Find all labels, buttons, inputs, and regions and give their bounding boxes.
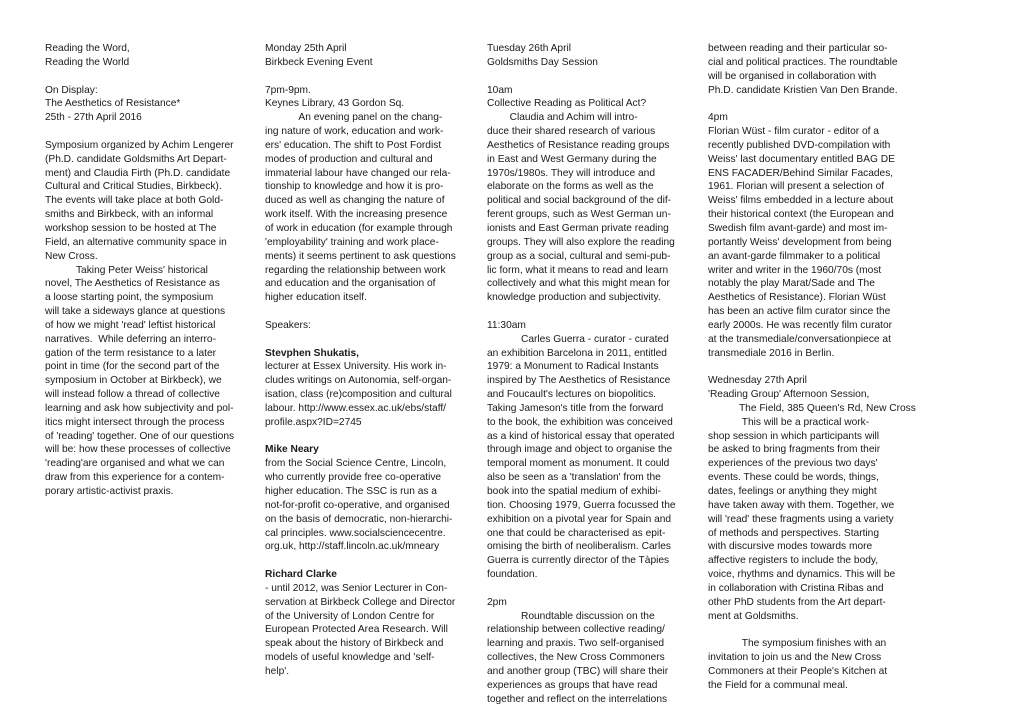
text-line: will be organised in collaboration with xyxy=(708,70,877,82)
text-line: Monday 25th April xyxy=(265,43,347,54)
text-line: elaborate on the forms as well as the xyxy=(487,181,654,193)
text-line: 25th - 27th April 2016 xyxy=(45,112,142,124)
text-line: Carles Guerra - curator - curated xyxy=(487,333,669,345)
text-line: draw from this experience for a contem- xyxy=(45,472,225,484)
event-title xyxy=(45,42,259,70)
text-line: in East and West Germany during the xyxy=(487,153,657,165)
text-line: the Field for a communal meal. xyxy=(708,679,848,691)
column-4 xyxy=(708,42,922,693)
text-line: have taken away with them. Together, we xyxy=(708,499,895,511)
speaker-name: Richard Clarke xyxy=(265,569,337,581)
session-4pm xyxy=(708,111,922,360)
text-line: be asked to bring fragments from their xyxy=(708,444,881,456)
intro-paragraph-2 xyxy=(45,264,259,499)
text-line: not-for-profit co-operative, and organised xyxy=(265,499,450,511)
text-line: immaterial labour have changed our rela- xyxy=(265,167,451,179)
text-line: novel, The Aesthetics of Resistance as xyxy=(45,278,220,290)
text-line: regarding the relationship between work xyxy=(265,264,446,276)
text-line: ment at Goldsmiths. xyxy=(708,610,799,622)
session-time: 11:30am xyxy=(487,319,526,331)
text-line: 'Reading Group' Afternoon Session, xyxy=(708,389,870,401)
text-line: one that could be characterised as epit- xyxy=(487,527,666,539)
text-line: and education and the organisation of xyxy=(265,278,436,290)
text-line: an exhibition Barcelona in 2011, entitled xyxy=(487,347,667,359)
text-line: collectives, the New Cross Commoners xyxy=(487,652,665,664)
text-line: Weiss' films embedded in a lecture about xyxy=(708,195,894,207)
text-line: higher education itself. xyxy=(265,292,367,304)
session-time: 4pm xyxy=(708,112,728,124)
text-line: together and reflect on the interrelations xyxy=(487,693,668,705)
text-line: voice, rhythms and dynamics. This will be xyxy=(708,569,896,581)
text-line: Birkbeck Evening Event xyxy=(265,56,373,68)
session-10am xyxy=(487,84,701,306)
speaker-clarke xyxy=(265,568,479,679)
text-line: Taking Jameson's title from the forward xyxy=(487,402,664,414)
text-line: Wednesday 27th April xyxy=(708,375,807,387)
text-line: in collaboration with Cristina Ribas and xyxy=(708,582,884,594)
text-line: to the book, the exhibition was conceived xyxy=(487,416,673,428)
text-line: ing nature of work, education and work- xyxy=(265,126,444,138)
text-line: ers' education. The shift to Post Fordist xyxy=(265,139,442,151)
text-line: Reading the World xyxy=(45,56,130,68)
text-line: workshop session to be hosted at The xyxy=(45,222,217,234)
text-line: Florian Wüst - film curator - editor of a xyxy=(708,126,879,138)
text-line: learning and praxis. Two self-organised xyxy=(487,638,665,650)
text-line: work itself. With the increasing presence xyxy=(265,209,448,221)
text-line: Swedish film avant-garde) and most im- xyxy=(708,222,888,234)
text-line: Keynes Library, 43 Gordon Sq. xyxy=(265,98,405,110)
text-line: 1961. Florian will present a selection of xyxy=(708,181,885,193)
text-line: 1970s/1980s. They will introduce and xyxy=(487,167,656,179)
session-1130am xyxy=(487,319,701,582)
text-line: and Foucault's lectures on biopolitics. xyxy=(487,389,656,401)
text-line: The Aesthetics of Resistance* xyxy=(45,98,181,110)
text-line: of 'reading' together. One of our questions xyxy=(45,430,235,442)
text-line: tionship to knowledge and how it is pro- xyxy=(265,181,444,193)
text-line: (Ph.D. candidate Goldsmiths Art Depart- xyxy=(45,153,227,165)
text-line: has been an active film curator since the xyxy=(708,306,891,318)
text-line: Aesthetics of Resistance reading groups xyxy=(487,139,670,151)
text-line: other PhD students from the Art depart- xyxy=(708,596,886,608)
text-line: help'. xyxy=(265,665,290,677)
text-line: 'reading'are organised and what we can xyxy=(45,458,225,470)
text-line: experiences as groups that have read xyxy=(487,679,658,691)
text-line: of the University of London Centre for xyxy=(265,610,435,622)
text-line: ionists and East German private reading xyxy=(487,222,669,234)
text-line: porary artistic-activist praxis. xyxy=(45,486,174,497)
text-line: models of useful knowledge and 'self- xyxy=(265,652,435,664)
text-line: higher education. The SSC is run as a xyxy=(265,486,437,497)
text-line: will 'read' these fragments using a variety xyxy=(708,513,894,525)
text-line: will instead follow a thread of collective xyxy=(45,389,220,401)
intro-paragraph xyxy=(45,139,259,264)
text-line: isation, class (re)composition and cultural xyxy=(265,389,452,401)
speakers-label: Speakers: xyxy=(265,319,311,331)
text-line: Aesthetics of Resistance). Florian Wüst xyxy=(708,292,886,304)
text-line: book into the spatial medium of exhibi- xyxy=(487,486,661,497)
text-line: Goldsmiths Day Session xyxy=(487,56,598,68)
text-line: narratives. While deferring an interro- xyxy=(45,333,216,345)
text-line: and another group (TBC) will share their xyxy=(487,665,669,677)
text-line: servation at Birkbeck College and Director xyxy=(265,596,456,608)
text-line: from the Social Science Centre, Lincoln, xyxy=(265,458,447,470)
text-line: political and social background of the dif- xyxy=(487,195,672,207)
text-line: 'employability' training and work place- xyxy=(265,236,439,248)
speaker-shukatis xyxy=(265,347,479,430)
text-line: Reading the Word, xyxy=(45,43,130,54)
text-line: on the basis of democratic, non-hierarchi- xyxy=(265,513,453,525)
session-time: 10am xyxy=(487,84,513,96)
wednesday-session xyxy=(708,374,922,623)
text-line: invitation to join us and the New Cross xyxy=(708,652,882,664)
text-line: point in time (for the second part of the xyxy=(45,361,220,373)
text-line: recently published DVD-compilation with xyxy=(708,139,891,151)
text-line: duced as well as changing the nature of xyxy=(265,195,445,207)
text-line: Roundtable discussion on the xyxy=(487,610,655,622)
text-line: groups. They will also explore the reading xyxy=(487,236,675,248)
text-line: cludes writings on Autonomia, self-organ- xyxy=(265,375,452,387)
text-line: of methods and perspectives. Starting xyxy=(708,527,880,539)
text-line: foundation. xyxy=(487,569,538,581)
text-line: writer and writer in the 1960/70s (most xyxy=(708,264,882,276)
text-line: modes of production and cultural and xyxy=(265,153,433,165)
text-line: notably the play Marat/Sade and The xyxy=(708,278,875,290)
text-line: early 2000s. He was recently film curator xyxy=(708,319,893,331)
column-3 xyxy=(487,42,701,707)
text-line: with discursive modes towards more xyxy=(708,541,873,553)
text-line: Claudia and Achim will intro- xyxy=(487,112,638,124)
text-line: collectively and what this might mean for xyxy=(487,278,670,290)
text-line: The events will take place at both Gold- xyxy=(45,195,224,207)
text-line: duce their shared research of various xyxy=(487,126,656,138)
text-line: On Display: xyxy=(45,84,98,96)
text-line: relationship between collective reading/ xyxy=(487,624,665,636)
text-line: Taking Peter Weiss' historical xyxy=(45,264,208,276)
text-line: cal principles. www.socialsciencecentre. xyxy=(265,527,446,539)
session-2pm xyxy=(487,596,701,707)
text-line: gation of the term resistance to a later xyxy=(45,347,217,359)
text-line: Commoners at their People's Kitchen at xyxy=(708,665,888,677)
text-line: org.uk, http://staff.lincoln.ac.uk/mneary xyxy=(265,541,440,553)
text-line: lecturer at Essex University. His work in- xyxy=(265,361,447,373)
roundtable-continued xyxy=(708,42,922,97)
text-line: Tuesday 26th April xyxy=(487,43,572,54)
text-line: symposium in October at Birkbeck), we xyxy=(45,375,222,387)
text-line: experiences of the previous two days' xyxy=(708,458,878,470)
monday-time-location xyxy=(265,84,479,112)
text-line: Field, an alternative community space in xyxy=(45,236,227,248)
text-line: affective registers to include the body, xyxy=(708,555,879,567)
closing-paragraph xyxy=(708,637,922,692)
text-line: labour. http://www.essex.ac.uk/ebs/staff/ xyxy=(265,402,447,414)
text-line: at the transmediale/conversationpiece at xyxy=(708,333,891,345)
text-line: portantly Weiss' development from being xyxy=(708,236,892,248)
text-line: dates, feelings or anything they might xyxy=(708,486,877,497)
text-line: This will be a practical work- xyxy=(708,416,870,428)
text-line: shop session in which participants will xyxy=(708,430,880,442)
text-line: will take a sideways glance at questions xyxy=(45,306,226,318)
text-line: exhibition on a pivotal year for Spain and xyxy=(487,513,672,525)
text-line: ferent groups, such as West German un- xyxy=(487,209,671,221)
text-line: temporal moment as monument. It could xyxy=(487,458,670,470)
text-line: New Cross. xyxy=(45,250,98,262)
text-line: events. These could be words, things, xyxy=(708,472,879,484)
speaker-name: Mike Neary xyxy=(265,444,319,456)
text-line: 1979: a Monument to Radical Instants xyxy=(487,361,659,373)
text-line: inspired by The Aesthetics of Resistance xyxy=(487,375,671,387)
text-line: knowledge production and subjectivity. xyxy=(487,292,661,304)
text-line: Cultural and Critical Studies, Birkbeck). xyxy=(45,181,222,193)
speaker-name: Stevphen Shukatis, xyxy=(265,347,359,359)
text-line: lic form, what it means to read and learn xyxy=(487,264,669,276)
text-line: will be: how these processes of collective xyxy=(45,444,231,456)
text-line: smiths and Birkbeck, with an informal xyxy=(45,209,214,221)
column-2 xyxy=(265,42,479,679)
text-line: Collective Reading as Political Act? xyxy=(487,98,647,110)
text-line: of how we might 'read' leftist historical xyxy=(45,319,216,331)
text-line: ENS FACADER/Behind Similar Facades, xyxy=(708,167,894,179)
text-line: Weiss' last documentary entitled BAG DE xyxy=(708,153,895,165)
display-info xyxy=(45,84,259,126)
text-line: as a kind of historical essay that operated xyxy=(487,430,675,442)
monday-heading xyxy=(265,42,479,70)
text-line: omising the birth of neoliberalism. Carles xyxy=(487,541,672,553)
text-line: between reading and their particular so- xyxy=(708,43,888,54)
text-line: 7pm-9pm. xyxy=(265,84,311,96)
text-line: The Field, 385 Queen's Rd, New Cross xyxy=(708,402,916,414)
text-line: group as a social, cultural and semi-pub- xyxy=(487,250,671,262)
text-line: Guerra is currently director of the Tàpies xyxy=(487,555,670,567)
text-line: ment) and Claudia Firth (Ph.D. candidate xyxy=(45,167,231,179)
text-line: also be seen as a 'translation' from the xyxy=(487,472,661,484)
text-line: an avant-garde filmmaker to a political xyxy=(708,250,881,262)
column-1 xyxy=(45,42,259,499)
text-line: speak about the history of Birkbeck and xyxy=(265,638,444,650)
text-line: tion. Choosing 1979, Guerra focussed the xyxy=(487,499,676,511)
text-line: An evening panel on the chang- xyxy=(265,112,443,124)
text-line: of work in education (for example through xyxy=(265,222,453,234)
text-line: European Protected Area Research. Will xyxy=(265,624,448,636)
speaker-neary xyxy=(265,443,479,554)
text-line: their historical context (the European and xyxy=(708,209,894,221)
text-line: Ph.D. candidate Kristien Van Den Brande. xyxy=(708,84,898,96)
tuesday-heading xyxy=(487,42,701,70)
monday-description xyxy=(265,111,479,305)
text-line: ments) it seems pertinent to ask questions xyxy=(265,250,456,262)
text-line: itics might intersect through the process xyxy=(45,416,225,428)
text-line: profile.aspx?ID=2745 xyxy=(265,416,362,428)
text-line: transmediale 2016 in Berlin. xyxy=(708,347,835,359)
text-line: a loose starting point, the symposium xyxy=(45,292,214,304)
text-line: cial and political practices. The roundtable xyxy=(708,56,898,68)
text-line: through image and object to organise the xyxy=(487,444,673,456)
text-line: who currently provide free co-operative xyxy=(265,472,442,484)
text-line: The symposium finishes with an xyxy=(708,638,887,650)
session-time: 2pm xyxy=(487,596,507,608)
text-line: Symposium organized by Achim Lengerer xyxy=(45,139,234,151)
text-line: - until 2012, was Senior Lecturer in Con- xyxy=(265,582,448,594)
text-line: learning and ask how subjectivity and pol- xyxy=(45,402,234,414)
